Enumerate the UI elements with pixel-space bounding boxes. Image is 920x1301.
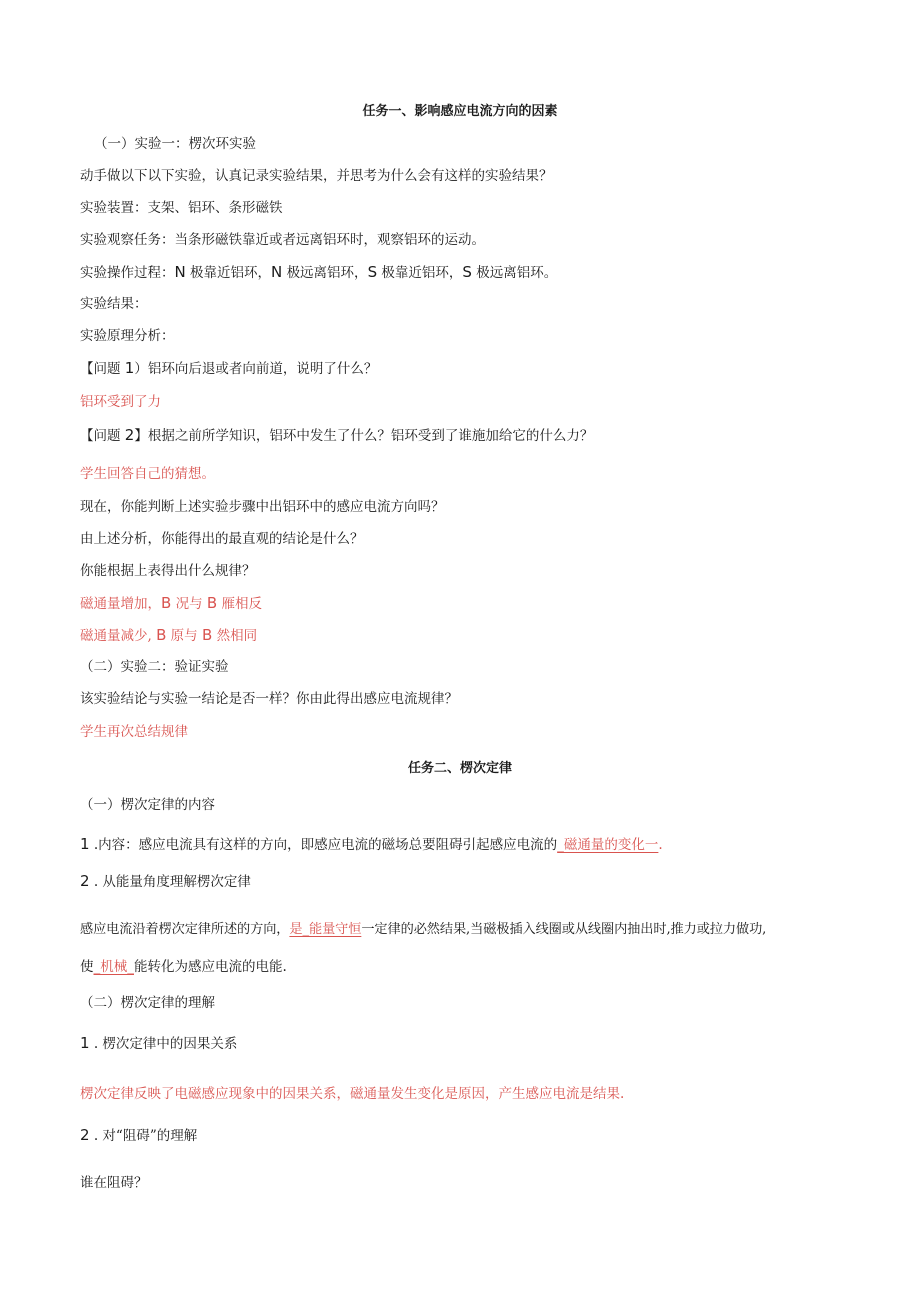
- question-4: 由上述分析，你能得出的最直观的结论是什么？: [80, 531, 364, 547]
- process-t1: 极靠近铝环，: [190, 265, 272, 281]
- process-label: 实验操作过程：: [80, 265, 175, 281]
- q1-prefix: 【问题: [80, 361, 125, 377]
- item1-text: .内容：感应电流具有这样的方向，即感应电流的磁场总要阻碍引起感应电流的: [89, 837, 558, 853]
- n-pole-1: N: [174, 263, 186, 281]
- item-4: [80, 1126, 197, 1145]
- energy-line-1: [80, 921, 766, 939]
- energy2-blank: _机械_: [93, 959, 134, 975]
- analysis-text: 实验原理分析：: [80, 328, 175, 344]
- sec2-heading: （二）楞次定律的理解: [80, 995, 215, 1011]
- n-pole-2: N: [271, 263, 283, 281]
- item4-text: . 对“阻碍”的理解: [89, 1128, 198, 1144]
- process-t3: 极靠近铝环，: [381, 265, 463, 281]
- question-1: [80, 359, 377, 378]
- rule2-a: 磁通量减少,: [80, 628, 157, 644]
- item2-text: . 从能量角度理解楞次定律: [89, 874, 251, 890]
- energy1-c: 一定律的必然结果,当磁极插入线圈或从线圈内抽出时,推力或拉力做功,: [361, 922, 767, 937]
- answer-1: 铝环受到了力: [80, 394, 161, 410]
- rule1-c: 况与: [171, 596, 207, 612]
- q1-suffix: ）铝环向后退或者向前道，说明了什么？: [134, 361, 378, 377]
- rule1-b2: B: [206, 594, 218, 612]
- question-3: 现在，你能判断上述实验步骤中出铝环中的感应电流方向吗？: [80, 499, 445, 515]
- question-5: 你能根据上表得出什么规律？: [80, 563, 256, 579]
- energy2-c: 能转化为感应电流的电能.: [134, 959, 287, 975]
- item-2: [80, 872, 251, 891]
- process-text: [80, 263, 557, 282]
- energy1-a: 感应电流沿着楞次定律所述的方向，: [80, 922, 290, 937]
- energy1-blank: 是_能量守恒: [289, 922, 362, 937]
- item-3: [80, 1034, 237, 1053]
- item3-text: . 楞次定律中的因果关系: [89, 1036, 238, 1052]
- task2-title: 任务二、楞次定律: [407, 761, 512, 776]
- s-pole-1: S: [367, 263, 378, 281]
- rule2-b1: B: [156, 626, 167, 644]
- rule-2: [80, 626, 257, 645]
- task1-title: 任务一、影响感应电流方向的因素: [362, 104, 558, 119]
- exp2-answer: 学生再次总结规律: [80, 724, 188, 740]
- rule1-b1: B: [161, 594, 172, 612]
- rule1-a: 磁通量增加，: [80, 596, 161, 612]
- apparatus-text: 实验装置：支架、铝环、条形磁铁: [80, 200, 283, 216]
- exp2-heading: （二）实验二：验证实验: [80, 659, 229, 675]
- rule2-d: 然相同: [212, 628, 258, 644]
- rule-1: [80, 594, 262, 613]
- q2-suffix: 】根据之前所学知识，铝环中发生了什么？铝环受到了谁施加给它的什么力？: [134, 428, 594, 444]
- item4-num: 2: [80, 1126, 90, 1144]
- exp2-question: 该实验结论与实验一结论是否一样？你由此得出感应电流规律？: [80, 691, 458, 707]
- observe-text: 实验观察任务：当条形磁铁靠近或者远离铝环时，观察铝环的运动。: [80, 232, 485, 248]
- q1-num: 1: [124, 359, 135, 377]
- process-t4: 极远离铝环。: [476, 265, 558, 281]
- energy2-a: 使: [80, 959, 94, 975]
- rule2-c: 原与: [166, 628, 202, 644]
- question-2: [80, 426, 593, 445]
- sec1-heading: （一）楞次定律的内容: [80, 797, 215, 813]
- answer-2: 学生回答自己的猜想。: [80, 466, 215, 482]
- rule2-b2: B: [201, 626, 213, 644]
- process-t2: 极远离铝环，: [286, 265, 368, 281]
- item2-num: 2: [80, 872, 90, 890]
- item3-num: 1: [80, 1034, 90, 1052]
- item1-blank: _磁通量的变化一: [557, 837, 659, 853]
- intro-text: 动手做以下以下实验，认真记录实验结果，并思考为什么会有这样的实验结果？: [80, 168, 553, 184]
- item1-num: 1: [80, 835, 90, 853]
- q2-prefix: 【问题: [80, 428, 125, 444]
- item1-end: .: [658, 837, 663, 853]
- exp1-heading: （一）实验一：楞次环实验: [94, 136, 256, 152]
- who-text: 谁在阻碍？: [80, 1175, 148, 1191]
- item-1: [80, 835, 663, 854]
- q2-num: 2: [124, 426, 135, 444]
- cause-text: 楞次定律反映了电磁感应现象中的因果关系，磁通量发生变化是原因，产生感应电流是结果.: [80, 1086, 625, 1102]
- rule1-d: 雁相反: [217, 596, 262, 612]
- energy-line-2: [80, 958, 287, 976]
- s-pole-2: S: [462, 263, 472, 281]
- result-text: 实验结果：: [80, 296, 148, 312]
